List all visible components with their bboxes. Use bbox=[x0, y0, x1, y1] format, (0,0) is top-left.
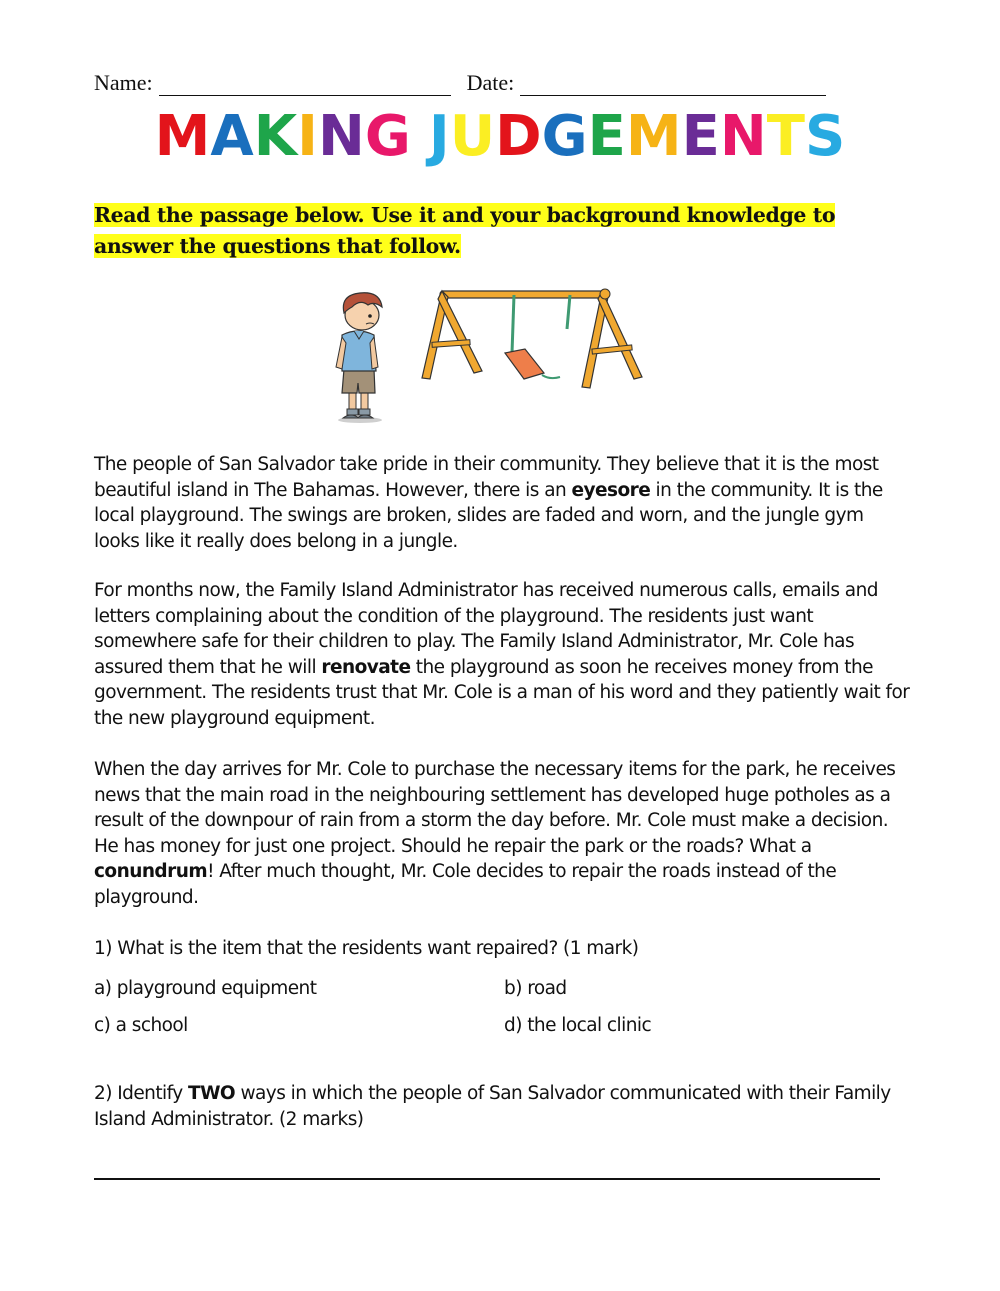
question-1: 1) What is the item that the residents want repaired? (1 mark) bbox=[94, 938, 639, 959]
broken-swing-icon bbox=[422, 289, 642, 388]
question-1-option-b[interactable]: b) road bbox=[504, 978, 567, 999]
question-1-option-a[interactable]: a) playground equipment bbox=[94, 978, 317, 999]
title-letter: N bbox=[318, 104, 365, 169]
title-letter: N bbox=[719, 104, 767, 169]
title-letter: J bbox=[428, 104, 450, 169]
instruction-text: Read the passage below. Use it and your background knowledge to answer the questions that follow. bbox=[94, 203, 836, 258]
passage-paragraph-3: When the day arrives for Mr. Cole to purchase the necessary items for the park, he receives news that the main road in the neighbouring settlement has developed huge potholes as a result of the downpour of rain from a storm the day before. Mr. Cole must make a decision. He has money for just one project. Should he repair the park or the roads? What a conundrum! After much thought, Mr. Cole decides to repair the roads instead of the playground. bbox=[94, 759, 896, 908]
vocab-eyesore: eyesore bbox=[571, 479, 651, 501]
question-2: 2) Identify TWO ways in which the people of San Salvador communicated with their Family Island Administrator. (2 marks) bbox=[94, 1083, 891, 1130]
title-space bbox=[411, 102, 429, 172]
instruction bbox=[94, 200, 864, 262]
name-date-header bbox=[94, 70, 874, 96]
illustration bbox=[330, 283, 680, 433]
title-letter: K bbox=[253, 104, 298, 169]
date-blank-field[interactable] bbox=[520, 75, 826, 96]
title-letter: E bbox=[587, 104, 626, 169]
title-letter: A bbox=[210, 104, 254, 169]
title-letter: E bbox=[681, 104, 720, 169]
title-letter: G bbox=[364, 104, 411, 169]
page-title bbox=[0, 102, 1000, 172]
vocab-conundrum: conundrum bbox=[94, 861, 208, 882]
question-1-option-c[interactable]: c) a school bbox=[94, 1015, 188, 1036]
question-1-option-d[interactable]: d) the local clinic bbox=[504, 1015, 652, 1036]
name-blank-field[interactable] bbox=[159, 75, 451, 96]
vocab-renovate: renovate bbox=[321, 656, 411, 678]
title-letter: I bbox=[297, 104, 318, 169]
title-letter: T bbox=[766, 104, 805, 169]
question-2-answer-line[interactable] bbox=[94, 1178, 880, 1180]
title-letter: G bbox=[541, 104, 588, 169]
title-letter: M bbox=[625, 104, 682, 169]
date-label: Date: bbox=[466, 70, 515, 95]
title-letter: D bbox=[495, 104, 542, 169]
title-letter: M bbox=[154, 104, 211, 169]
name-label: Name: bbox=[94, 70, 153, 95]
boy-icon bbox=[336, 293, 382, 423]
title-letter: S bbox=[804, 104, 846, 169]
title-letter: U bbox=[449, 104, 496, 169]
passage-paragraph-2: For months now, the Family Island Administrator has received numerous calls, emails and letters complaining about the condition of the playground. The residents just want somewhere safe for their children to play. The Family Island Administrator, Mr. Cole has assured them that he will renovate the playground as soon he receives money from the government. The residents trust that Mr. Cole is a man of his word and they patiently wait for the new playground equipment. bbox=[94, 580, 910, 729]
emphasis-two: TWO bbox=[188, 1083, 236, 1104]
passage-paragraph-1: The people of San Salvador take pride in their community. They believe that it is the most beautiful island in The Bahamas. However, there is an eyesore in the community. It is the local playground. The swings are broken, slides are faded and worn, and the jungle gym looks like it really does belong in a jungle. bbox=[94, 454, 883, 552]
